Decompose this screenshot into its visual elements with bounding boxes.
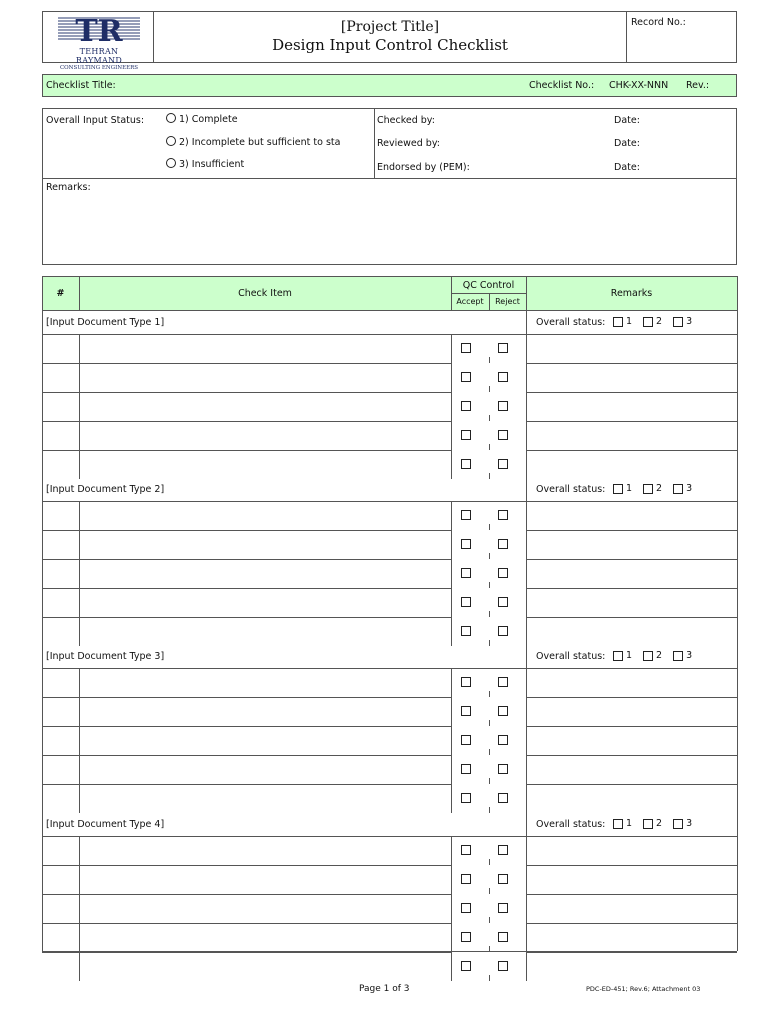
table-row bbox=[42, 588, 737, 617]
table-row bbox=[42, 501, 737, 530]
date-label: Date: bbox=[614, 162, 640, 173]
status-option-complete[interactable]: 1) Complete bbox=[166, 113, 238, 125]
accept-checkbox[interactable] bbox=[461, 401, 471, 411]
status-option-label: 3 bbox=[686, 818, 693, 829]
table-rule bbox=[79, 755, 80, 784]
reject-checkbox[interactable] bbox=[498, 597, 508, 607]
reject-checkbox[interactable] bbox=[498, 510, 508, 520]
accept-checkbox[interactable] bbox=[461, 568, 471, 578]
status-option-label: 1 bbox=[626, 818, 633, 829]
table-rule bbox=[526, 952, 527, 981]
table-row bbox=[42, 668, 737, 697]
table-rule bbox=[451, 836, 452, 865]
table-rule bbox=[79, 421, 80, 450]
reject-checkbox[interactable] bbox=[498, 568, 508, 578]
table-rule bbox=[526, 392, 527, 421]
table-row bbox=[42, 836, 737, 865]
reject-checkbox[interactable] bbox=[498, 735, 508, 745]
table-rule bbox=[489, 640, 490, 646]
project-title: [Project Title] bbox=[340, 19, 440, 35]
table-rule bbox=[79, 559, 80, 588]
reject-checkbox[interactable] bbox=[498, 903, 508, 913]
status-checkbox[interactable] bbox=[643, 819, 653, 829]
record-no-label: Record No.: bbox=[631, 17, 686, 28]
status-option-label: 1 bbox=[626, 483, 633, 494]
status-option-label: 2 bbox=[656, 650, 663, 661]
page-number: Page 1 of 3 bbox=[359, 984, 410, 994]
accept-checkbox[interactable] bbox=[461, 845, 471, 855]
col-header-remarks: Remarks bbox=[610, 288, 653, 299]
table-rule bbox=[526, 894, 527, 923]
status-option-label: 3 bbox=[686, 483, 693, 494]
accept-checkbox[interactable] bbox=[461, 706, 471, 716]
accept-checkbox[interactable] bbox=[461, 597, 471, 607]
reject-checkbox[interactable] bbox=[498, 677, 508, 687]
table-row bbox=[42, 421, 737, 450]
table-rule bbox=[79, 588, 80, 617]
table-rule bbox=[79, 363, 80, 392]
checked-by-label: Checked by: bbox=[377, 115, 435, 126]
table-row bbox=[42, 559, 737, 588]
checklist-no-value: CHK-XX-NNN bbox=[609, 80, 669, 91]
table-rule bbox=[526, 334, 527, 363]
table-rule bbox=[489, 975, 490, 981]
table-rule bbox=[451, 392, 452, 421]
record-divider bbox=[626, 11, 627, 63]
status-checkbox[interactable] bbox=[673, 651, 683, 661]
table-rule bbox=[42, 310, 737, 311]
table-row bbox=[42, 894, 737, 923]
table-rule bbox=[79, 334, 80, 363]
table-rule bbox=[526, 559, 527, 588]
status-option-label: 1 bbox=[626, 650, 633, 661]
table-rule bbox=[79, 726, 80, 755]
overall-status-options bbox=[605, 650, 692, 661]
table-rule bbox=[526, 644, 527, 668]
radio-icon[interactable] bbox=[166, 136, 176, 146]
table-rule bbox=[79, 784, 80, 813]
table-rule bbox=[79, 923, 80, 952]
table-row bbox=[42, 392, 737, 421]
reject-checkbox[interactable] bbox=[498, 626, 508, 636]
reject-checkbox[interactable] bbox=[498, 793, 508, 803]
table-rule bbox=[489, 807, 490, 813]
table-rule bbox=[79, 894, 80, 923]
accept-checkbox[interactable] bbox=[461, 764, 471, 774]
table-rule bbox=[451, 865, 452, 894]
status-option-label: 2 bbox=[656, 483, 663, 494]
accept-checkbox[interactable] bbox=[461, 961, 471, 971]
status-divider-h bbox=[42, 178, 737, 179]
checklist-no-label: Checklist No.: bbox=[529, 80, 595, 91]
reject-checkbox[interactable] bbox=[498, 539, 508, 549]
accept-checkbox[interactable] bbox=[461, 793, 471, 803]
section-title: [Input Document Type 1] bbox=[46, 317, 165, 328]
reject-checkbox[interactable] bbox=[498, 372, 508, 382]
section-title: [Input Document Type 2] bbox=[46, 484, 165, 495]
document-code: PDC-ED-451; Rev.6; Attachment 03 bbox=[586, 985, 701, 993]
accept-checkbox[interactable] bbox=[461, 903, 471, 913]
overall-status-label: Overall status: bbox=[536, 484, 606, 495]
company-subtitle: CONSULTING ENGINEERS bbox=[59, 65, 139, 71]
table-rule bbox=[451, 530, 452, 559]
overall-status-options bbox=[605, 483, 692, 494]
table-row bbox=[42, 530, 737, 559]
status-checkbox[interactable] bbox=[613, 484, 623, 494]
reviewed-by-label: Reviewed by: bbox=[377, 138, 440, 149]
table-rule bbox=[42, 276, 737, 277]
table-rule bbox=[451, 726, 452, 755]
accept-checkbox[interactable] bbox=[461, 343, 471, 353]
reject-checkbox[interactable] bbox=[498, 932, 508, 942]
date-label: Date: bbox=[614, 115, 640, 126]
col-header-qc-control: QC Control bbox=[462, 280, 515, 291]
col-header-check-item: Check Item bbox=[238, 288, 292, 299]
table-rule bbox=[526, 310, 527, 334]
table-rule bbox=[79, 865, 80, 894]
overall-status-label: Overall status: bbox=[536, 651, 606, 662]
reject-checkbox[interactable] bbox=[498, 343, 508, 353]
table-rule bbox=[526, 668, 527, 697]
company-name: TEHRAN RAYMAND bbox=[75, 47, 123, 65]
accept-checkbox[interactable] bbox=[461, 372, 471, 382]
radio-icon[interactable] bbox=[166, 158, 176, 168]
accept-checkbox[interactable] bbox=[461, 459, 471, 469]
radio-icon[interactable] bbox=[166, 113, 176, 123]
status-checkbox[interactable] bbox=[673, 317, 683, 327]
table-rule bbox=[526, 501, 527, 530]
section-title: [Input Document Type 4] bbox=[46, 819, 165, 830]
status-checkbox[interactable] bbox=[613, 317, 623, 327]
reject-checkbox[interactable] bbox=[498, 706, 508, 716]
table-rule bbox=[489, 473, 490, 479]
table-rule bbox=[526, 923, 527, 952]
status-option-label: 2 bbox=[656, 818, 663, 829]
accept-checkbox[interactable] bbox=[461, 510, 471, 520]
reject-checkbox[interactable] bbox=[498, 459, 508, 469]
table-rule bbox=[451, 421, 452, 450]
table-rule bbox=[451, 276, 452, 310]
table-row bbox=[42, 865, 737, 894]
overall-status-label: Overall status: bbox=[536, 819, 606, 830]
status-checkbox[interactable] bbox=[643, 317, 653, 327]
table-rule bbox=[526, 588, 527, 617]
accept-checkbox[interactable] bbox=[461, 430, 471, 440]
table-rule bbox=[451, 755, 452, 784]
table-row bbox=[42, 617, 737, 646]
accept-checkbox[interactable] bbox=[461, 874, 471, 884]
accept-checkbox[interactable] bbox=[461, 735, 471, 745]
table-rule bbox=[526, 477, 527, 501]
endorsed-by-label: Endorsed by (PEM): bbox=[377, 162, 470, 173]
table-row bbox=[42, 755, 737, 784]
table-rule bbox=[526, 421, 527, 450]
status-option-label: 3 bbox=[686, 316, 693, 327]
table-rule bbox=[451, 784, 452, 813]
table-rule bbox=[451, 952, 452, 981]
status-divider-v bbox=[374, 108, 375, 178]
table-row bbox=[42, 784, 737, 813]
status-checkbox[interactable] bbox=[613, 651, 623, 661]
table-rule bbox=[79, 836, 80, 865]
table-rule bbox=[79, 697, 80, 726]
table-rule bbox=[451, 923, 452, 952]
table-rule bbox=[451, 894, 452, 923]
status-checkbox[interactable] bbox=[673, 819, 683, 829]
table-rule bbox=[526, 865, 527, 894]
section-title: [Input Document Type 3] bbox=[46, 651, 165, 662]
status-checkbox[interactable] bbox=[613, 819, 623, 829]
table-rule bbox=[79, 668, 80, 697]
table-row bbox=[42, 450, 737, 479]
table-rule bbox=[79, 392, 80, 421]
table-rule bbox=[451, 617, 452, 646]
table-row bbox=[42, 923, 737, 952]
logo-mark-icon bbox=[56, 14, 142, 44]
table-rule bbox=[451, 363, 452, 392]
table-rule bbox=[526, 530, 527, 559]
reject-checkbox[interactable] bbox=[498, 430, 508, 440]
accept-checkbox[interactable] bbox=[461, 932, 471, 942]
page-title: Design Input Control Checklist bbox=[272, 36, 508, 54]
table-rule bbox=[79, 952, 80, 981]
date-label: Date: bbox=[614, 138, 640, 149]
table-row bbox=[42, 334, 737, 363]
table-rule bbox=[526, 836, 527, 865]
table-row bbox=[42, 726, 737, 755]
status-block bbox=[42, 108, 737, 265]
col-header-number: # bbox=[56, 288, 65, 299]
table-rule bbox=[451, 668, 452, 697]
table-rule bbox=[526, 755, 527, 784]
table-rule bbox=[451, 450, 452, 479]
reject-checkbox[interactable] bbox=[498, 764, 508, 774]
overall-status-options bbox=[605, 316, 692, 327]
table-rule bbox=[526, 726, 527, 755]
table-rule bbox=[79, 530, 80, 559]
table-rule bbox=[489, 293, 490, 310]
table-rule bbox=[526, 617, 527, 646]
table-rule bbox=[451, 697, 452, 726]
col-header-accept: Accept bbox=[456, 297, 484, 306]
checklist-title-label: Checklist Title: bbox=[46, 80, 116, 91]
accept-checkbox[interactable] bbox=[461, 539, 471, 549]
status-option-label: 1 bbox=[626, 316, 633, 327]
table-rule bbox=[526, 363, 527, 392]
table-rule bbox=[451, 559, 452, 588]
table-rule bbox=[526, 784, 527, 813]
remarks-label: Remarks: bbox=[46, 182, 91, 193]
overall-status-options bbox=[605, 818, 692, 829]
status-option-label: 3 bbox=[686, 650, 693, 661]
table-rule bbox=[451, 501, 452, 530]
table-rule bbox=[451, 588, 452, 617]
status-option-incomplete[interactable]: 2) Incomplete but sufficient to sta bbox=[166, 136, 358, 148]
table-row bbox=[42, 363, 737, 392]
table-rule bbox=[79, 450, 80, 479]
table-row bbox=[42, 952, 737, 981]
status-option-label: 2 bbox=[656, 316, 663, 327]
table-rule bbox=[526, 276, 527, 310]
table-rule bbox=[526, 450, 527, 479]
table-rule bbox=[79, 276, 80, 310]
table-rule bbox=[79, 501, 80, 530]
reject-checkbox[interactable] bbox=[498, 874, 508, 884]
reject-checkbox[interactable] bbox=[498, 845, 508, 855]
status-checkbox[interactable] bbox=[673, 484, 683, 494]
table-row bbox=[42, 697, 737, 726]
overall-status-label: Overall status: bbox=[536, 317, 606, 328]
svg-text:TR: TR bbox=[75, 14, 123, 44]
rev-label: Rev.: bbox=[686, 80, 710, 91]
table-rule bbox=[526, 812, 527, 836]
table-rule bbox=[526, 697, 527, 726]
company-logo bbox=[56, 14, 142, 71]
table-rule bbox=[79, 617, 80, 646]
table-border-right bbox=[737, 276, 738, 951]
overall-input-status-label: Overall Input Status: bbox=[46, 115, 145, 126]
accept-checkbox[interactable] bbox=[461, 626, 471, 636]
table-rule bbox=[451, 334, 452, 363]
accept-checkbox[interactable] bbox=[461, 677, 471, 687]
reject-checkbox[interactable] bbox=[498, 401, 508, 411]
status-checkbox[interactable] bbox=[643, 651, 653, 661]
col-header-reject: Reject bbox=[495, 297, 520, 306]
reject-checkbox[interactable] bbox=[498, 961, 508, 971]
status-option-insufficient[interactable]: 3) Insufficient bbox=[166, 158, 244, 170]
status-checkbox[interactable] bbox=[643, 484, 653, 494]
